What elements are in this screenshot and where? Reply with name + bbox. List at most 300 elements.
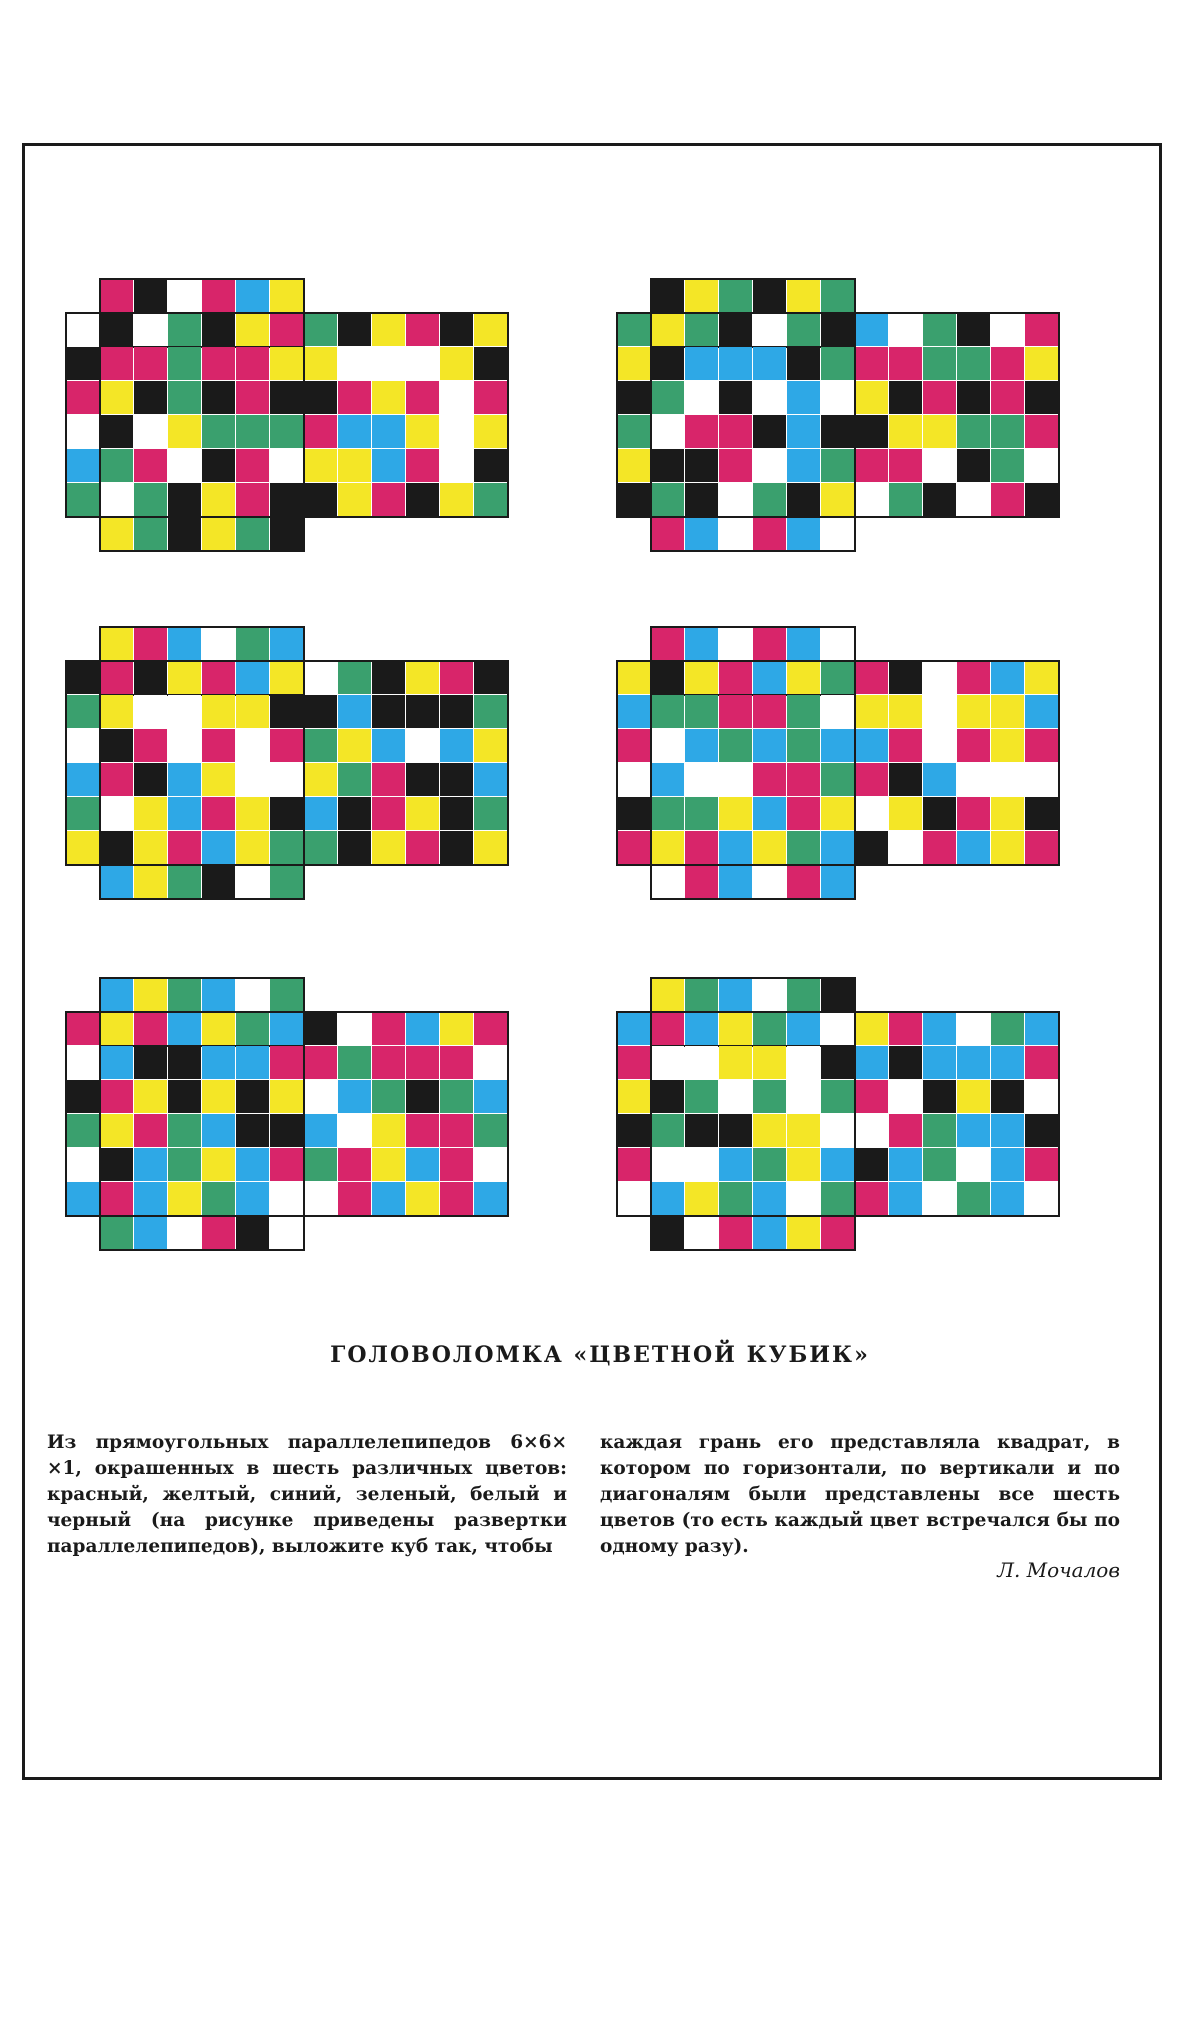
net-3-face-5-cell (100, 865, 133, 898)
net-2-face-5-cell (719, 517, 752, 550)
net-6-face-4-cell (923, 1080, 956, 1113)
net-4-face-4-cell (1025, 797, 1058, 830)
net-1-face-5-cell (168, 517, 201, 550)
net-1-face-4-cell (372, 347, 405, 380)
net-4-face-4-cell (855, 695, 888, 728)
net-4-face-3-cell (787, 695, 820, 728)
net-2-face-3-cell (719, 415, 752, 448)
net-2-face-4-cell (889, 347, 922, 380)
net-1-face-3-cell (236, 381, 269, 414)
net-6-face-4-cell (923, 1182, 956, 1215)
net-4-face-4-cell (1025, 831, 1058, 864)
net-3-face-3-cell (134, 797, 167, 830)
net-1-face-2-cell (66, 449, 99, 482)
net-5-face-4-cell (338, 1046, 371, 1079)
net-5-face-4-cell (372, 1182, 405, 1215)
net-2-face-3-cell (821, 483, 854, 516)
net-1-face-1-cell (270, 279, 303, 312)
net-6-face-3-cell (685, 1182, 718, 1215)
net-1-face-4-cell (406, 347, 439, 380)
net-4-face-3-cell (651, 797, 684, 830)
net-4-face-4-cell (1025, 695, 1058, 728)
net-2-face-3-cell (651, 381, 684, 414)
cube-net-4-drawing (616, 626, 1136, 926)
net-5-face-3-cell (270, 1012, 303, 1045)
net-2-face-2-cell (617, 313, 650, 346)
net-2-face-4-cell (1025, 313, 1058, 346)
net-2-face-2-cell (617, 449, 650, 482)
net-1-face-4-cell (406, 415, 439, 448)
net-1-face-3-cell (168, 347, 201, 380)
net-5-face-4-cell (474, 1148, 507, 1181)
net-4-face-3-cell (821, 729, 854, 762)
net-6-face-1-cell (821, 978, 854, 1011)
net-6-face-3-cell (719, 1182, 752, 1215)
text-column-right (600, 1430, 1120, 1560)
net-3-face-4-cell (406, 831, 439, 864)
net-6-face-2-cell (617, 1080, 650, 1113)
net-5-face-4-cell (440, 1012, 473, 1045)
net-2-face-3-cell (651, 415, 684, 448)
net-3-face-4-cell (304, 729, 337, 762)
net-3-face-4-cell (304, 661, 337, 694)
net-5-face-4-cell (474, 1046, 507, 1079)
net-2-face-4-cell (957, 449, 990, 482)
net-5-face-5-cell (202, 1216, 235, 1249)
net-1-face-1-cell (134, 279, 167, 312)
net-4-face-2-cell (617, 763, 650, 796)
net-3-face-4-cell (406, 695, 439, 728)
net-4-face-2-cell (617, 695, 650, 728)
net-4-face-1-cell (651, 627, 684, 660)
net-6-face-3-cell (753, 1046, 786, 1079)
net-1-face-2-cell (66, 313, 99, 346)
net-4-face-4-cell (889, 729, 922, 762)
net-2-face-3-cell (821, 347, 854, 380)
net-3-face-4-cell (372, 729, 405, 762)
net-2-face-3-cell (753, 347, 786, 380)
cube-net-4 (616, 626, 1136, 926)
net-4-face-4-cell (991, 797, 1024, 830)
net-5-face-4-cell (304, 1012, 337, 1045)
net-6-face-3-cell (787, 1182, 820, 1215)
net-2-face-4-cell (991, 313, 1024, 346)
net-2-face-4-cell (957, 313, 990, 346)
net-1-face-4-cell (474, 347, 507, 380)
net-4-face-3-cell (821, 695, 854, 728)
net-6-face-4-cell (889, 1148, 922, 1181)
net-3-face-4-cell (338, 763, 371, 796)
net-6-face-1-cell (719, 978, 752, 1011)
net-3-face-4-cell (440, 831, 473, 864)
net-3-face-3-cell (236, 831, 269, 864)
net-6-face-3-cell (719, 1114, 752, 1147)
net-6-face-4-cell (991, 1046, 1024, 1079)
net-1-face-5-cell (236, 517, 269, 550)
net-5-face-3-cell (202, 1182, 235, 1215)
net-2-face-3-cell (787, 347, 820, 380)
cube-net-2 (616, 278, 1136, 578)
net-1-face-5-cell (100, 517, 133, 550)
net-1-face-3-cell (168, 415, 201, 448)
net-5-face-3-cell (236, 1114, 269, 1147)
net-2-face-3-cell (685, 381, 718, 414)
net-6-face-4-cell (1025, 1012, 1058, 1045)
net-1-face-4-cell (440, 415, 473, 448)
net-5-face-4-cell (304, 1080, 337, 1113)
net-5-face-4-cell (338, 1012, 371, 1045)
net-3-face-4-cell (474, 831, 507, 864)
net-3-face-1-cell (236, 627, 269, 660)
net-6-face-3-cell (719, 1046, 752, 1079)
net-6-face-4-cell (923, 1148, 956, 1181)
net-6-face-4-cell (991, 1012, 1024, 1045)
net-3-face-3-cell (270, 763, 303, 796)
net-3-face-3-cell (100, 797, 133, 830)
net-3-face-3-cell (168, 763, 201, 796)
net-6-face-3-cell (719, 1080, 752, 1113)
net-6-face-3-cell (651, 1046, 684, 1079)
net-3-face-3-cell (236, 661, 269, 694)
net-4-face-4-cell (855, 797, 888, 830)
net-6-face-3-cell (821, 1114, 854, 1147)
net-5-face-4-cell (304, 1148, 337, 1181)
net-3-face-3-cell (202, 729, 235, 762)
net-1-face-3-cell (168, 483, 201, 516)
net-1-face-4-cell (440, 381, 473, 414)
net-1-face-4-cell (372, 381, 405, 414)
net-2-face-3-cell (685, 415, 718, 448)
net-3-face-3-cell (134, 831, 167, 864)
net-6-face-5-cell (787, 1216, 820, 1249)
net-2-face-4-cell (957, 381, 990, 414)
net-1-face-3-cell (168, 381, 201, 414)
net-5-face-5-cell (100, 1216, 133, 1249)
net-4-face-4-cell (923, 797, 956, 830)
net-3-face-4-cell (474, 695, 507, 728)
net-4-face-2-cell (617, 797, 650, 830)
net-5-face-1-cell (134, 978, 167, 1011)
net-5-face-3-cell (236, 1046, 269, 1079)
net-5-face-3-cell (134, 1114, 167, 1147)
net-5-face-4-cell (440, 1114, 473, 1147)
net-4-face-4-cell (1025, 729, 1058, 762)
net-5-face-3-cell (168, 1114, 201, 1147)
net-3-face-4-cell (440, 661, 473, 694)
net-1-face-3-cell (134, 483, 167, 516)
net-3-face-4-cell (474, 729, 507, 762)
net-2-face-4-cell (991, 449, 1024, 482)
net-2-face-4-cell (855, 415, 888, 448)
net-5-face-4-cell (440, 1046, 473, 1079)
net-3-face-3-cell (100, 831, 133, 864)
net-6-face-5-cell (719, 1216, 752, 1249)
net-1-face-4-cell (406, 483, 439, 516)
net-4-face-4-cell (923, 763, 956, 796)
text-paragraph-right: каждая грань его представляла квадрат, в котором по горизонтали, по вертикали и по диагоналям были представлены все шесть цветов (то есть каждый цвет встречался бы по одному разу). (600, 1432, 1120, 1557)
net-5-face-3-cell (134, 1182, 167, 1215)
net-5-face-2-cell (66, 1114, 99, 1147)
net-2-face-4-cell (923, 347, 956, 380)
net-6-face-4-cell (889, 1182, 922, 1215)
net-6-face-3-cell (685, 1148, 718, 1181)
net-3-face-4-cell (372, 661, 405, 694)
net-4-face-3-cell (787, 797, 820, 830)
net-6-face-4-cell (957, 1012, 990, 1045)
net-3-face-4-cell (474, 797, 507, 830)
net-3-face-4-cell (474, 763, 507, 796)
net-1-face-4-cell (474, 415, 507, 448)
net-1-face-5-cell (202, 517, 235, 550)
net-5-face-3-cell (100, 1012, 133, 1045)
net-3-face-2-cell (66, 729, 99, 762)
net-4-face-3-cell (753, 695, 786, 728)
net-4-face-3-cell (685, 763, 718, 796)
net-1-face-4-cell (338, 313, 371, 346)
net-3-face-1-cell (100, 627, 133, 660)
net-5-face-3-cell (236, 1182, 269, 1215)
net-5-face-4-cell (406, 1012, 439, 1045)
net-3-face-3-cell (270, 695, 303, 728)
net-3-face-3-cell (236, 695, 269, 728)
net-6-face-3-cell (685, 1046, 718, 1079)
net-4-face-3-cell (753, 831, 786, 864)
net-2-face-4-cell (957, 483, 990, 516)
net-5-face-1-cell (202, 978, 235, 1011)
net-1-face-4-cell (338, 449, 371, 482)
net-6-face-3-cell (651, 1012, 684, 1045)
net-6-face-2-cell (617, 1114, 650, 1147)
net-1-face-1-cell (236, 279, 269, 312)
net-6-face-4-cell (991, 1148, 1024, 1181)
net-6-face-2-cell (617, 1182, 650, 1215)
net-6-face-3-cell (719, 1148, 752, 1181)
net-1-face-3-cell (270, 347, 303, 380)
net-6-face-4-cell (1025, 1182, 1058, 1215)
net-6-face-3-cell (651, 1148, 684, 1181)
net-1-face-4-cell (474, 313, 507, 346)
net-1-face-1-cell (168, 279, 201, 312)
net-5-face-3-cell (202, 1080, 235, 1113)
net-3-face-3-cell (270, 797, 303, 830)
net-3-face-3-cell (270, 831, 303, 864)
net-3-face-3-cell (134, 763, 167, 796)
net-4-face-1-cell (719, 627, 752, 660)
net-6-face-3-cell (787, 1114, 820, 1147)
net-4-face-3-cell (651, 695, 684, 728)
net-4-face-4-cell (923, 831, 956, 864)
net-6-face-2-cell (617, 1148, 650, 1181)
net-2-face-3-cell (787, 313, 820, 346)
net-5-face-3-cell (134, 1148, 167, 1181)
net-1-face-4-cell (304, 347, 337, 380)
net-2-face-4-cell (923, 483, 956, 516)
net-6-face-5-cell (651, 1216, 684, 1249)
net-4-face-4-cell (1025, 763, 1058, 796)
net-5-face-3-cell (270, 1148, 303, 1181)
net-3-face-4-cell (406, 763, 439, 796)
net-1-face-1-cell (100, 279, 133, 312)
net-3-face-4-cell (440, 763, 473, 796)
net-2-face-4-cell (889, 381, 922, 414)
net-2-face-4-cell (923, 381, 956, 414)
net-1-face-4-cell (406, 313, 439, 346)
net-2-face-1-cell (753, 279, 786, 312)
net-4-face-1-cell (821, 627, 854, 660)
net-1-face-2-cell (66, 415, 99, 448)
net-4-face-4-cell (991, 729, 1024, 762)
net-6-face-4-cell (957, 1148, 990, 1181)
net-3-face-3-cell (168, 797, 201, 830)
net-3-face-5-cell (270, 865, 303, 898)
net-6-face-4-cell (889, 1114, 922, 1147)
net-4-face-3-cell (651, 729, 684, 762)
net-4-face-3-cell (651, 831, 684, 864)
net-1-face-2-cell (66, 347, 99, 380)
net-2-face-4-cell (889, 483, 922, 516)
net-1-face-3-cell (202, 347, 235, 380)
net-2-face-1-cell (719, 279, 752, 312)
net-6-face-4-cell (923, 1114, 956, 1147)
cube-net-1-drawing (65, 278, 585, 578)
text-column-left (47, 1430, 567, 1560)
net-4-face-4-cell (889, 695, 922, 728)
net-6-face-4-cell (855, 1182, 888, 1215)
net-3-face-3-cell (236, 797, 269, 830)
net-1-face-3-cell (236, 415, 269, 448)
net-6-face-3-cell (787, 1080, 820, 1113)
net-4-face-3-cell (753, 797, 786, 830)
net-4-face-3-cell (821, 661, 854, 694)
net-4-face-3-cell (685, 661, 718, 694)
net-3-face-4-cell (372, 763, 405, 796)
net-5-face-2-cell (66, 1012, 99, 1045)
net-2-face-4-cell (991, 415, 1024, 448)
cube-net-6 (616, 977, 1136, 1277)
net-3-face-4-cell (304, 831, 337, 864)
net-6-face-2-cell (617, 1046, 650, 1079)
net-1-face-3-cell (100, 313, 133, 346)
net-2-face-5-cell (787, 517, 820, 550)
net-1-face-2-cell (66, 381, 99, 414)
net-4-face-1-cell (787, 627, 820, 660)
net-1-face-3-cell (236, 313, 269, 346)
net-4-face-5-cell (685, 865, 718, 898)
net-3-face-4-cell (440, 729, 473, 762)
net-6-face-4-cell (889, 1080, 922, 1113)
net-1-face-1-cell (202, 279, 235, 312)
net-4-face-3-cell (719, 763, 752, 796)
net-6-face-3-cell (685, 1114, 718, 1147)
net-3-face-5-cell (168, 865, 201, 898)
net-2-face-4-cell (1025, 415, 1058, 448)
net-2-face-4-cell (923, 313, 956, 346)
net-4-face-4-cell (991, 661, 1024, 694)
net-5-face-3-cell (202, 1012, 235, 1045)
net-3-face-3-cell (236, 729, 269, 762)
net-3-face-4-cell (406, 661, 439, 694)
net-2-face-3-cell (719, 381, 752, 414)
net-1-face-3-cell (236, 347, 269, 380)
net-6-face-4-cell (1025, 1046, 1058, 1079)
net-6-face-5-cell (821, 1216, 854, 1249)
net-4-face-3-cell (821, 831, 854, 864)
net-2-face-3-cell (719, 449, 752, 482)
net-1-face-4-cell (338, 415, 371, 448)
net-5-face-3-cell (202, 1114, 235, 1147)
net-1-face-4-cell (304, 483, 337, 516)
net-3-face-3-cell (134, 729, 167, 762)
net-6-face-1-cell (685, 978, 718, 1011)
net-3-face-4-cell (338, 729, 371, 762)
net-6-face-2-cell (617, 1012, 650, 1045)
net-6-face-3-cell (719, 1012, 752, 1045)
net-3-face-3-cell (168, 695, 201, 728)
net-2-face-4-cell (991, 381, 1024, 414)
net-6-face-4-cell (957, 1046, 990, 1079)
net-1-face-3-cell (236, 483, 269, 516)
net-2-face-4-cell (957, 415, 990, 448)
net-4-face-3-cell (821, 797, 854, 830)
net-2-face-5-cell (821, 517, 854, 550)
net-5-face-3-cell (270, 1080, 303, 1113)
net-6-face-4-cell (889, 1046, 922, 1079)
net-4-face-4-cell (889, 797, 922, 830)
net-4-face-3-cell (685, 729, 718, 762)
net-4-face-2-cell (617, 661, 650, 694)
net-2-face-4-cell (855, 381, 888, 414)
net-2-face-3-cell (719, 347, 752, 380)
net-4-face-4-cell (957, 797, 990, 830)
net-4-face-3-cell (787, 831, 820, 864)
net-3-face-3-cell (100, 695, 133, 728)
net-3-face-4-cell (338, 797, 371, 830)
net-4-face-4-cell (957, 831, 990, 864)
net-6-face-4-cell (855, 1148, 888, 1181)
net-3-face-3-cell (168, 661, 201, 694)
net-6-face-4-cell (855, 1012, 888, 1045)
net-5-face-2-cell (66, 1046, 99, 1079)
net-6-face-4-cell (923, 1046, 956, 1079)
net-2-face-1-cell (651, 279, 684, 312)
net-2-face-3-cell (651, 449, 684, 482)
net-4-face-5-cell (719, 865, 752, 898)
net-1-face-4-cell (338, 381, 371, 414)
net-2-face-3-cell (821, 415, 854, 448)
net-6-face-4-cell (855, 1114, 888, 1147)
net-5-face-3-cell (100, 1046, 133, 1079)
net-1-face-4-cell (440, 313, 473, 346)
net-4-face-3-cell (719, 797, 752, 830)
net-1-face-4-cell (372, 313, 405, 346)
net-1-face-4-cell (406, 449, 439, 482)
net-6-face-3-cell (821, 1012, 854, 1045)
net-1-face-4-cell (372, 415, 405, 448)
net-1-face-3-cell (202, 313, 235, 346)
net-6-face-1-cell (651, 978, 684, 1011)
net-6-face-1-cell (787, 978, 820, 1011)
net-4-face-3-cell (719, 695, 752, 728)
net-2-face-4-cell (855, 449, 888, 482)
net-4-face-4-cell (991, 763, 1024, 796)
net-3-face-4-cell (406, 797, 439, 830)
net-3-face-4-cell (440, 695, 473, 728)
net-4-face-2-cell (617, 729, 650, 762)
net-5-face-2-cell (66, 1080, 99, 1113)
net-1-face-4-cell (372, 483, 405, 516)
net-5-face-5-cell (134, 1216, 167, 1249)
net-4-face-3-cell (651, 763, 684, 796)
